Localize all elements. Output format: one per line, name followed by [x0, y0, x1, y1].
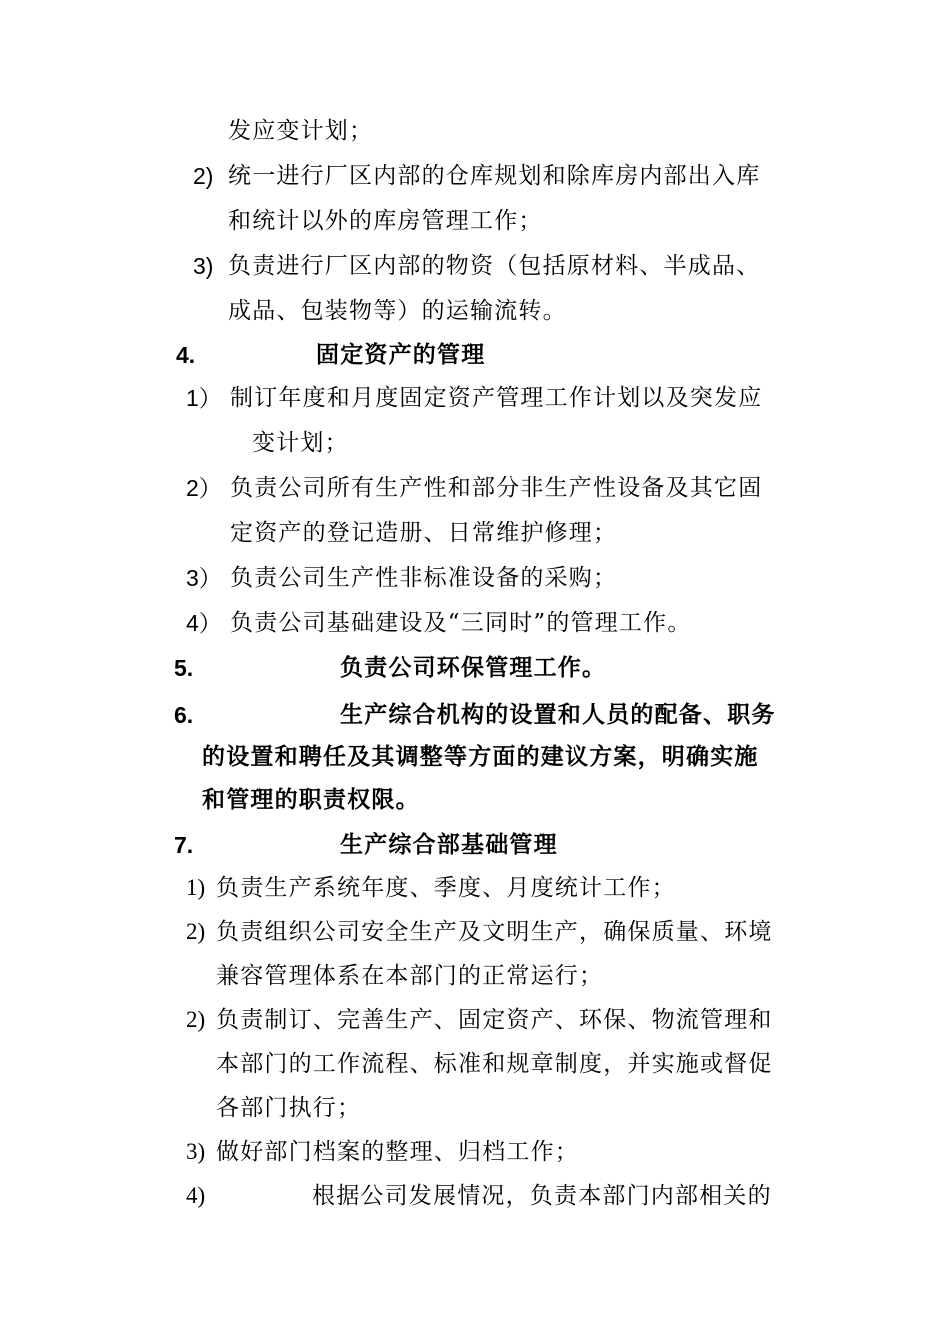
list-number: 2）: [186, 475, 222, 501]
list-item-text: 负责制订、完善生产、固定资产、环保、物流管理和: [216, 1007, 773, 1033]
section-heading: 生产综合机构的设置和人员的配备、职务: [340, 701, 776, 728]
list-number: 1): [186, 875, 206, 900]
list-item: [186, 608, 222, 639]
paragraph-line: 成品、包装物等）的运输流转。: [228, 298, 567, 324]
list-item: [186, 917, 205, 947]
list-item: [186, 1181, 205, 1211]
paragraph-line: 和统计以外的库房管理工作；: [228, 208, 543, 234]
list-item: [186, 873, 205, 903]
list-number: 4): [186, 1183, 206, 1208]
section-heading-number: 5.: [174, 655, 194, 681]
list-item-text: 负责生产系统年度、季度、月度统计工作；: [216, 875, 676, 901]
list-item: [186, 563, 222, 594]
list-item: [186, 383, 222, 414]
list-number: 2): [186, 919, 206, 944]
paragraph-line: 定资产的登记造册、日常维护修理；: [230, 520, 618, 546]
paragraph-line: 变计划；: [252, 430, 349, 456]
paragraph-line: 发应变计划；: [228, 118, 374, 144]
list-item: [193, 161, 213, 192]
list-item-text: 负责公司所有生产性和部分非生产性设备及其它固: [230, 475, 763, 501]
list-item: [186, 1137, 205, 1167]
paragraph-line: 和管理的职责权限。: [202, 786, 420, 813]
list-number: 2): [186, 1007, 206, 1032]
list-number: 2): [193, 163, 214, 189]
section-heading-number: 7.: [174, 832, 194, 858]
list-number: 3): [193, 253, 214, 279]
section-heading-number: 4.: [176, 342, 196, 368]
list-item-text: 负责进行厂区内部的物资（包括原材料、半成品、: [228, 253, 761, 279]
paragraph-line: 兼容管理体系在本部门的正常运行；: [216, 963, 604, 989]
list-item-text: 统一进行厂区内部的仓库规划和除库房内部出入库: [228, 163, 761, 189]
section-heading-number: 6.: [174, 702, 194, 728]
list-item: [186, 1005, 205, 1035]
list-item-text: 负责公司生产性非标准设备的采购；: [230, 565, 618, 591]
list-item-text: 根据公司发展情况，负责本部门内部相关的: [312, 1183, 772, 1209]
list-item: [186, 473, 222, 504]
list-item-text: 做好部门档案的整理、归档工作；: [216, 1139, 579, 1165]
list-item-text: 负责组织公司安全生产及文明生产，确保质量、环境: [216, 919, 773, 945]
list-item-text: 制订年度和月度固定资产管理工作计划以及突发应: [230, 385, 763, 411]
section-heading: 固定资产的管理: [316, 341, 486, 368]
list-item-text: 负责公司基础建设及“三同时”的管理工作。: [230, 610, 692, 636]
paragraph-line: 各部门执行；: [216, 1095, 362, 1121]
section-heading: 负责公司环保管理工作。: [340, 654, 607, 681]
paragraph-line: 的设置和聘任及其调整等方面的建议方案，明确实施: [202, 743, 759, 770]
list-number: 4）: [186, 610, 222, 636]
list-number: 3): [186, 1139, 206, 1164]
list-number: 3）: [186, 565, 222, 591]
paragraph-line: 本部门的工作流程、标准和规章制度，并实施或督促: [216, 1051, 773, 1077]
section-heading: 生产综合部基础管理: [340, 831, 558, 858]
list-number: 1）: [186, 385, 222, 411]
list-item: [193, 251, 213, 282]
